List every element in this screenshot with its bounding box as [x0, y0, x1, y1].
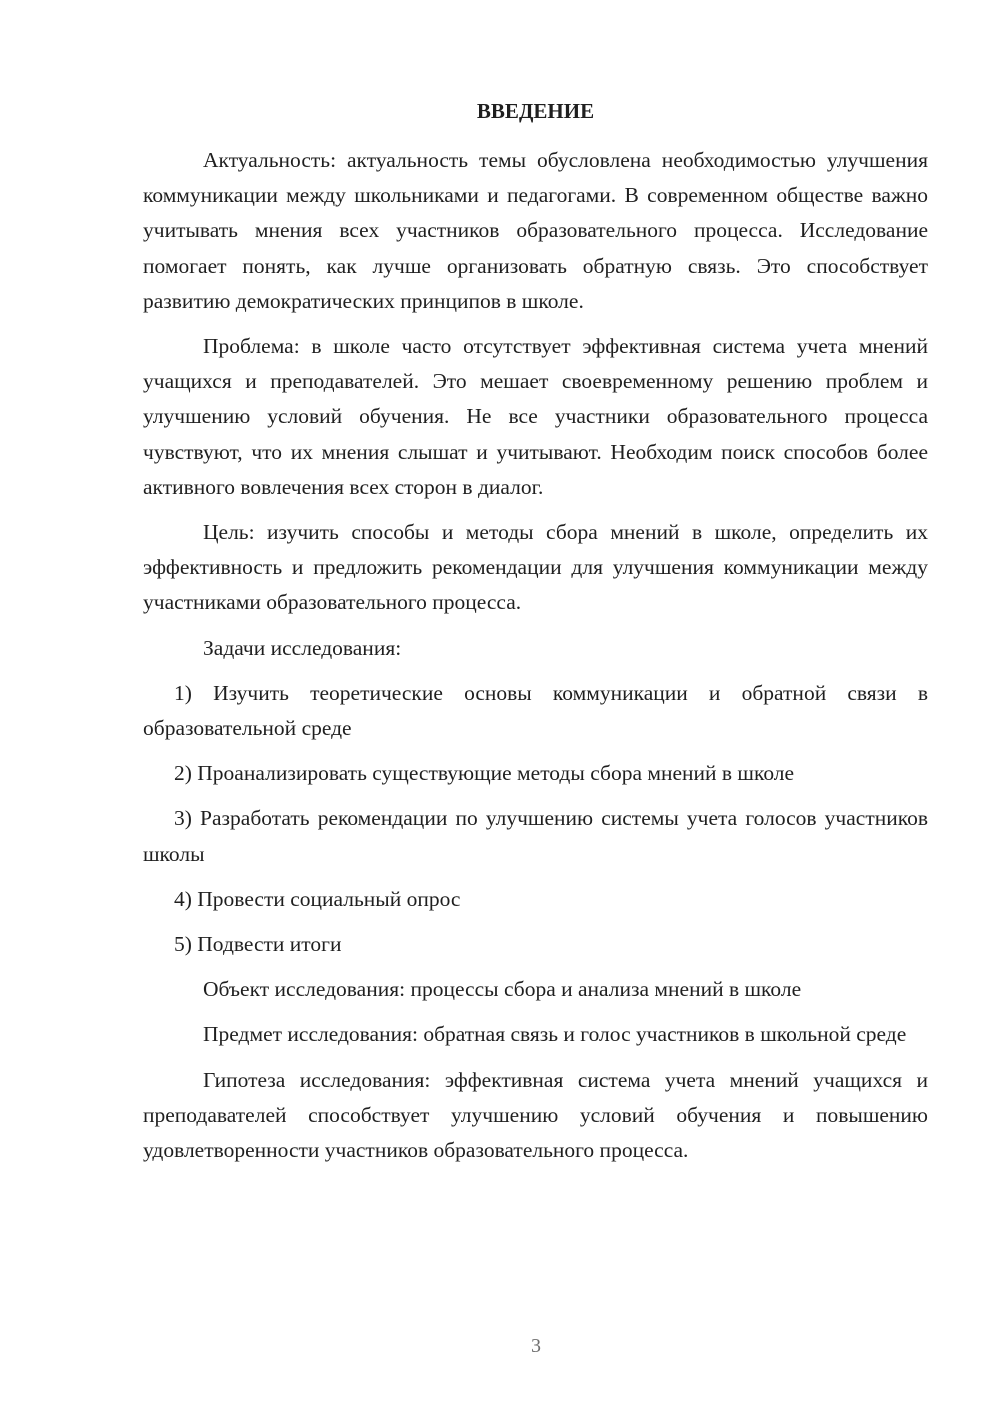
page-title: ВВЕДЕНИЕ — [476, 99, 595, 123]
tasks-heading: Задачи исследования: — [203, 635, 402, 660]
paragraph-hypothesis: Гипотеза исследования: эффективная система учета мнений учащихся и преподавателей способствует улучшению условий обучения и повышению удовлетворенности участников образовательного процесса. — [143, 1067, 928, 1163]
paragraph-subject: Предмет исследования: обратная связь и голос участников в школьной среде — [203, 1022, 907, 1047]
document-body — [143, 143, 928, 1168]
tasks-list — [143, 676, 928, 962]
list-item-task-4: 4) Провести социальный опрос — [174, 886, 461, 911]
list-item-task-1: 1) Изучить теоретические основы коммуникации и обратной связи в образовательной среде — [143, 680, 928, 741]
list-item-task-5: 5) Подвести итоги — [174, 932, 342, 957]
list-item-task-2: 2) Проанализировать существующие методы сбора мнений в школе — [174, 761, 795, 786]
paragraph-relevance: Актуальность: актуальность темы обусловлена необходимостью улучшения коммуникации между школьниками и педагогами. В современном обществе важно учитывать мнения всех участников образовательного процесса. Исследование помогает понять, как лучше организовать обратную связь. Это способствует развитию демократических принципов в школе. — [143, 148, 928, 313]
list-item-task-3: 3) Разработать рекомендации по улучшению системы учета голосов участников школы — [143, 806, 928, 866]
paragraph-object: Объект исследования: процессы сбора и анализа мнений в школе — [203, 977, 802, 1002]
paragraph-problem: Проблема: в школе часто отсутствует эффективная система учета мнений учащихся и преподавателей. Это мешает своевременному решению проблем и улучшению условий обучения. Не все участники образовательного процесса чувствуют, что их мнения слышат и учитывают. Необходим поиск способов более активного вовлечения всех сторон в диалог. — [143, 334, 928, 499]
page-number: 3 — [531, 1335, 541, 1357]
paragraph-goal: Цель: изучить способы и методы сбора мнений в школе, определить их эффективность и предложить рекомендации для улучшения коммуникации между участниками образовательного процесса. — [143, 520, 928, 615]
